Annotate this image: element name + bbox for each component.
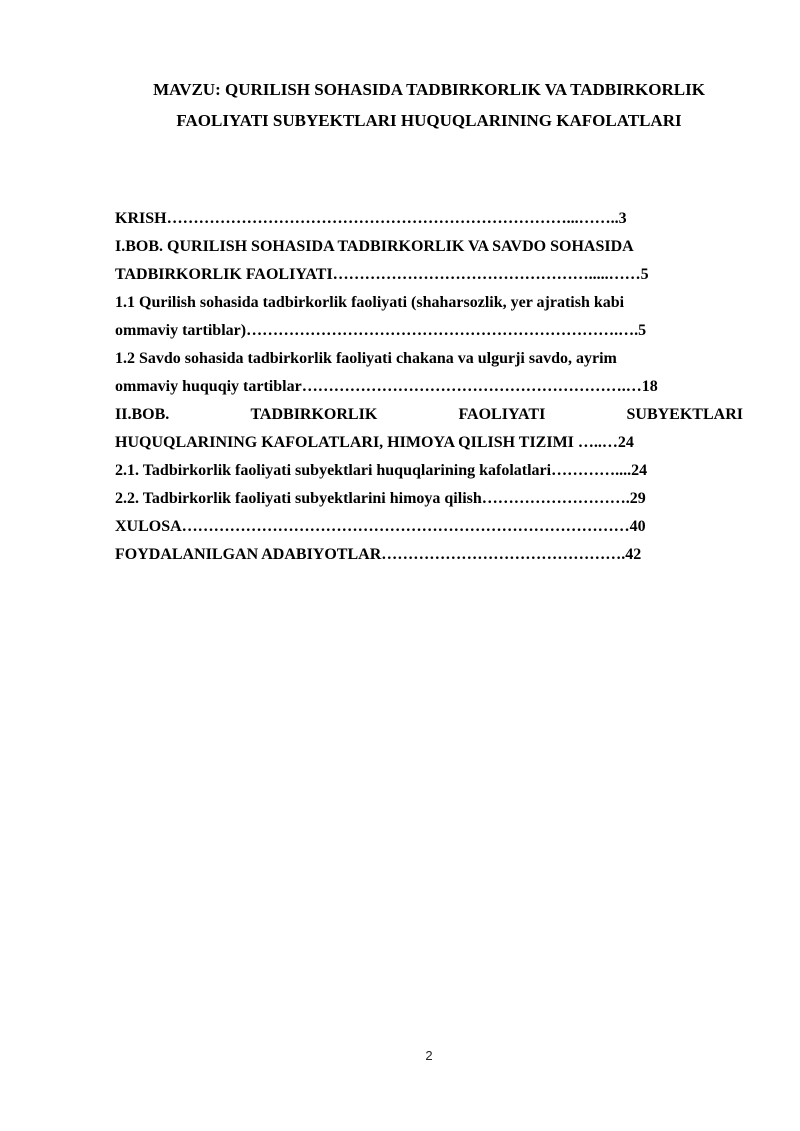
page-number: 2 — [425, 1048, 433, 1063]
toc-bob2-word: FAOLIYATI — [458, 406, 546, 423]
toc-entry-1-2-line1: 1.2 Savdo sohasida tadbirkorlik faoliyati chakana va ulgurji savdo, ayrim — [115, 350, 617, 367]
toc-entry-2-1: 2.1. Tadbirkorlik faoliyati subyektlari huquqlarining kafolatlari…………....24 — [115, 462, 648, 479]
toc-entry-xulosa: XULOSA…………………………………………………………………………40 — [115, 518, 646, 535]
table-of-contents — [115, 205, 743, 569]
document-title — [100, 74, 758, 136]
toc-bob2-word: SUBYEKTLARI — [626, 406, 743, 423]
toc-entry-krish: KRISH…………………………………………………………………...……..3 — [115, 210, 627, 227]
toc-entry-bob1-line2: TADBIRKORLIK FAOLIYATI………………………………………….....……5 — [115, 266, 649, 283]
toc-entry-bob2-line2: HUQUQLARINING KAFOLATLARI, HIMOYA QILISH TIZIMI …..…24 — [115, 434, 634, 451]
toc-entry-2-2: 2.2. Tadbirkorlik faoliyati subyektlarini himoya qilish……………………….29 — [115, 490, 646, 507]
toc-bob2-word: II.BOB. — [115, 406, 170, 423]
toc-entry-foydalanilgan: FOYDALANILGAN ADABIYOTLAR……………………………………….42 — [115, 546, 642, 563]
toc-bob2-word: TADBIRKORLIK — [250, 406, 378, 423]
toc-entry-bob1-line1: I.BOB. QURILISH SOHASIDA TADBIRKORLIK VA SAVDO SOHASIDA — [115, 238, 634, 255]
toc-entry-1-1-line2: ommaviy tartiblar)…………………………………………………………….….5 — [115, 322, 647, 339]
title-line-2: FAOLIYATI SUBYEKTLARI HUQUQLARINING KAFOLATLARI — [176, 111, 682, 130]
toc-entry-1-1-line1: 1.1 Qurilish sohasida tadbirkorlik faoliyati (shaharsozlik, yer ajratish kabi — [115, 294, 625, 311]
toc-entry-bob2-line1 — [115, 401, 743, 429]
title-line-1: MAVZU: QURILISH SOHASIDA TADBIRKORLIK VA TADBIRKORLIK — [153, 80, 705, 99]
toc-entry-1-2-line2: ommaviy huquqiy tartiblar…………………………………………………….…18 — [115, 378, 658, 395]
